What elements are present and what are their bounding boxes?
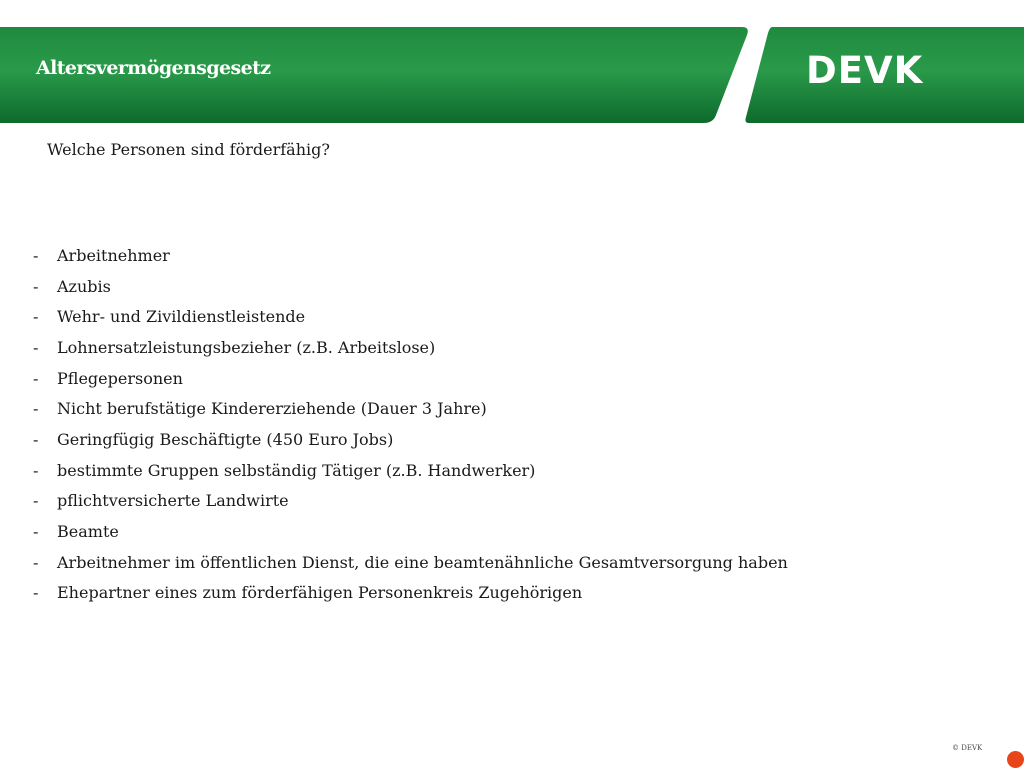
list-item xyxy=(33,516,788,547)
bullet-dash: - xyxy=(33,552,39,572)
list-item-text: Nicht berufstätige Kindererziehende (Dauer 3 Jahre) xyxy=(57,399,487,419)
list-item xyxy=(33,363,788,394)
bullet-dash: - xyxy=(33,399,39,419)
eligible-persons-list xyxy=(33,240,788,608)
accent-dot xyxy=(1007,751,1024,768)
bullet-dash: - xyxy=(33,522,39,542)
question-heading: Welche Personen sind förderfähig? xyxy=(47,140,330,159)
bullet-dash: - xyxy=(33,276,39,296)
list-item xyxy=(33,393,788,424)
bullet-dash: - xyxy=(33,368,39,388)
list-item-text: Arbeitnehmer xyxy=(57,245,170,265)
list-item-text: bestimmte Gruppen selbständig Tätiger (z.B. Handwerker) xyxy=(57,460,536,480)
list-item xyxy=(33,486,788,517)
list-item-text: Lohnersatzleistungsbezieher (z.B. Arbeitslose) xyxy=(57,337,436,357)
list-item xyxy=(33,547,788,578)
list-item xyxy=(33,271,788,302)
bullet-dash: - xyxy=(33,337,39,357)
copyright-notice: © DEVK xyxy=(952,744,983,752)
list-item-text: Ehepartner eines zum förderfähigen Personenkreis Zugehörigen xyxy=(57,583,583,603)
devk-logo: DEVK xyxy=(806,49,924,92)
bullet-dash: - xyxy=(33,307,39,327)
list-item xyxy=(33,301,788,332)
page-title: Altersvermögensgesetz xyxy=(36,57,271,79)
list-item xyxy=(33,578,788,609)
list-item-text: pflichtversicherte Landwirte xyxy=(57,491,289,511)
list-item-text: Arbeitnehmer im öffentlichen Dienst, die eine beamtenähnliche Gesamtversorgung haben xyxy=(57,552,788,572)
list-item xyxy=(33,455,788,486)
bullet-dash: - xyxy=(33,491,39,511)
list-item-text: Geringfügig Beschäftigte (450 Euro Jobs) xyxy=(57,429,394,449)
list-item xyxy=(33,240,788,271)
list-item-text: Azubis xyxy=(57,276,111,296)
bullet-dash: - xyxy=(33,583,39,603)
bullet-dash: - xyxy=(33,245,39,265)
list-item xyxy=(33,332,788,363)
list-item-text: Wehr- und Zivildienstleistende xyxy=(57,307,306,327)
list-item-text: Pflegepersonen xyxy=(57,368,183,388)
list-item-text: Beamte xyxy=(57,522,119,542)
bullet-dash: - xyxy=(33,429,39,449)
list-item xyxy=(33,424,788,455)
bullet-dash: - xyxy=(33,460,39,480)
